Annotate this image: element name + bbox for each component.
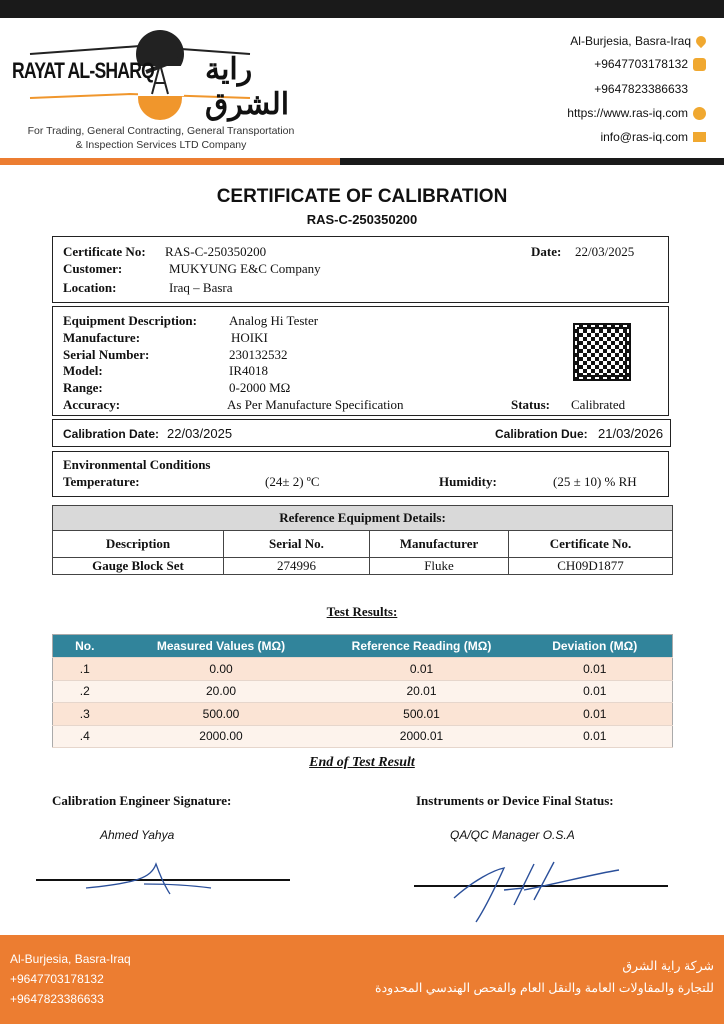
engineer-signature [36,858,292,898]
equipment-desc-label: Equipment Description: [63,313,197,328]
ref-header: Certificate No. [509,531,673,558]
ref-cell: Fluke [370,558,509,575]
location: Iraq – Basra [169,280,233,295]
status-label: Status: [511,397,551,412]
tagline-line2: & Inspection Services LTD Company [75,139,247,151]
test-results-title: Test Results: [326,604,398,619]
ref-cell: CH09D1877 [509,558,673,575]
cert-no-label: Certificate No: [63,244,146,259]
cell: 0.01 [326,658,518,681]
accuracy: As Per Manufacture Specification [227,397,404,412]
cell: 0.01 [518,703,673,726]
table-row [53,558,673,575]
cell: 0.01 [518,658,673,681]
customer-label: Customer: [63,261,123,276]
model: IR4018 [229,363,268,378]
logo-text-ar: راية الشرق [205,53,290,121]
humidity-label: Humidity: [439,474,497,489]
footer-phone2: +9647823386633 [10,992,104,1006]
calibration-dates-box [52,419,671,447]
reference-equipment-table [52,505,673,575]
accuracy-label: Accuracy: [63,397,121,412]
header-divider-orange [0,158,340,165]
date: 22/03/2025 [575,244,635,259]
humidity: (25 ± 10) % RH [553,474,637,489]
cell: 20.01 [326,680,518,703]
footer [0,935,724,1024]
cell: .1 [53,658,117,681]
cell: .4 [53,725,117,748]
table-row [53,703,673,726]
env-title: Environmental Conditions [63,457,211,472]
end-of-test-result: End of Test Result [309,755,415,770]
cell: .2 [53,680,117,703]
table-row [53,680,673,703]
customer: MUKYUNG E&C Company [169,261,321,276]
cell: 500.01 [326,703,518,726]
date-label: Date: [531,244,562,259]
contact-text: Al-Burjesia, Basra-Iraq [570,34,691,48]
temperature-label: Temperature: [63,474,140,489]
ref-header: Description [53,531,224,558]
final-status-label: Instruments or Device Final Status: [416,793,614,808]
certificate-code: RAS-C-250350200 [306,212,418,227]
contact-website[interactable] [567,106,706,120]
cell: 2000.00 [117,725,326,748]
range: 0-2000 MΩ [229,380,291,395]
status: Calibrated [571,397,626,412]
equipment-desc: Analog Hi Tester [229,313,319,328]
cell: 0.01 [518,680,673,703]
ref-cell: 274996 [224,558,370,575]
calibration-due-label: Calibration Due: [495,427,588,441]
footer-company-ar: شركة راية الشرق [622,959,714,973]
equipment-box [52,306,669,416]
qr-code-icon [573,323,631,381]
cell: 0.00 [117,658,326,681]
test-header: Reference Reading (MΩ) [326,635,518,658]
location-pin-icon [694,34,708,48]
website-link[interactable]: https://www.ras-iq.com [567,106,688,120]
footer-tagline-ar: للتجارة والمقاولات العامة والنقل العام والفحص الهندسي المحدودة [375,981,714,995]
email-link[interactable]: info@ras-iq.com [600,130,688,144]
footer-phone1: +9647703178132 [10,972,104,986]
footer-address: Al-Burjesia, Basra-Iraq [10,952,131,966]
logo-text-en: RAYAT AL-SHARQ [12,58,155,83]
phone-icon [693,58,706,71]
tagline [0,124,322,152]
cert-no: RAS-C-250350200 [165,244,267,259]
table-row [53,725,673,748]
table-row [53,658,673,681]
cell: .3 [53,703,117,726]
range-label: Range: [63,380,103,395]
ref-header: Manufacturer [370,531,509,558]
manager-signature [414,860,670,930]
cell: 0.01 [518,725,673,748]
reference-title: Reference Equipment Details: [53,506,673,531]
test-results-table [52,634,673,748]
location-label: Location: [63,280,117,295]
tagline-line1: For Trading, General Contracting, General Transportation [27,125,295,137]
globe-icon [693,107,706,120]
temperature: (24± 2) ºC [265,474,320,489]
environment-box [52,451,669,497]
contact-email[interactable] [600,130,706,144]
mail-icon [693,132,706,142]
serial-label: Serial Number: [63,347,150,362]
contact-phone1 [594,57,706,71]
serial: 230132532 [229,347,288,362]
test-header: Measured Values (MΩ) [117,635,326,658]
manufacture-label: Manufacture: [63,330,141,345]
contact-text: +9647703178132 [594,57,688,71]
contact-text: +9647823386633 [594,82,688,96]
header-divider-black [340,158,724,165]
contact-phone2 [594,82,688,96]
manufacture: HOIKI [231,330,268,345]
cell: 500.00 [117,703,326,726]
test-header: No. [53,635,117,658]
manager-name: QA/QC Manager O.S.A [450,828,575,842]
calibration-date-label: Calibration Date: [63,427,160,441]
top-bar [0,0,724,18]
ref-cell: Gauge Block Set [53,558,224,575]
page-title: CERTIFICATE OF CALIBRATION [216,186,508,207]
calibration-due: 21/03/2026 [598,426,664,441]
contact-address [570,34,706,48]
cell: 20.00 [117,680,326,703]
calibration-date: 22/03/2025 [167,426,233,441]
engineer-name: Ahmed Yahya [100,828,175,842]
model-label: Model: [63,363,103,378]
engineer-signature-label: Calibration Engineer Signature: [52,793,232,808]
cell: 2000.01 [326,725,518,748]
company-logo [10,28,320,120]
test-header: Deviation (MΩ) [518,635,673,658]
ref-header: Serial No. [224,531,370,558]
certificate-info-box [52,236,669,303]
